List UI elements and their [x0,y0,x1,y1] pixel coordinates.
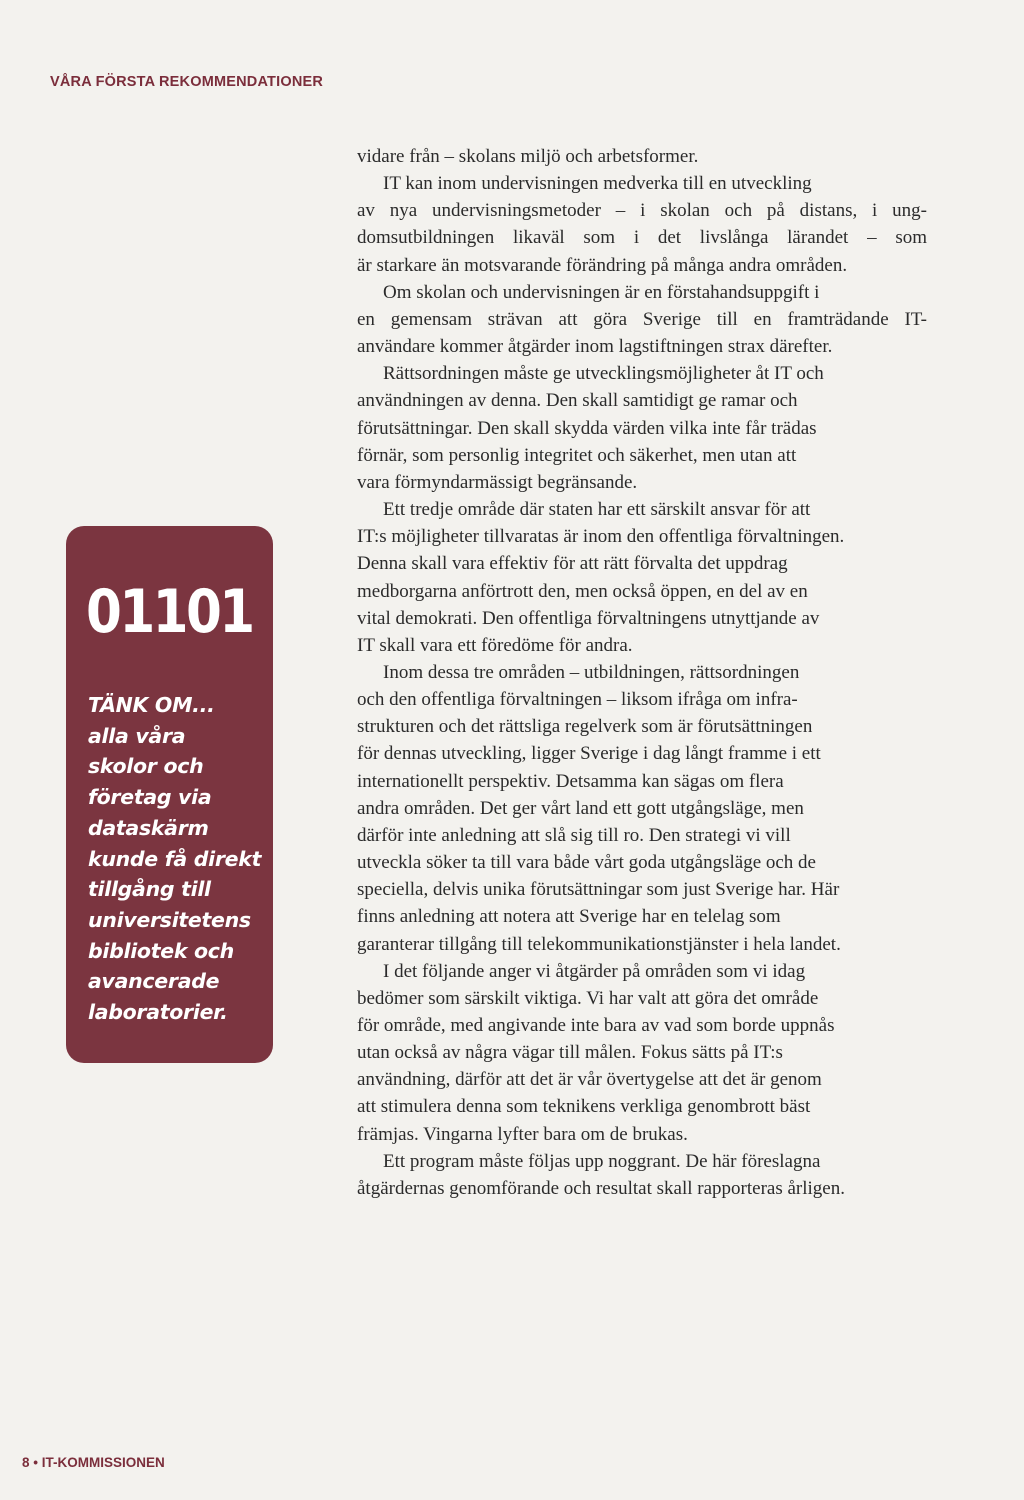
text-line: domsutbildningen likaväl som i det livslånga lärandet – som [357,227,927,249]
paragraph [357,360,927,496]
text-line: Inom dessa tre områden – utbildningen, rättsordningen [383,661,800,683]
callout-line: skolor och [88,754,204,779]
text-line: strukturen och det rättsliga regelverk som är förutsättningen [357,716,813,738]
callout-line: laboratorier. [88,1000,228,1025]
text-line: vital demokrati. Den offentliga förvaltningens utnyttjande av [357,607,820,629]
callout-line: avancerade [88,969,220,994]
callout-box [66,526,273,1063]
callout-line: universitetens [88,907,251,932]
text-line: förutsättningar. Den skall skydda värden vilka inte får trädas [357,417,817,439]
text-line: IT:s möjligheter tillvaratas är inom den offentliga förvaltningen. [357,526,845,548]
text-line: vidare från – skolans miljö och arbetsformer. [357,146,699,167]
text-line: utan också av några vägar till målen. Fokus sätts på IT:s [357,1042,783,1064]
callout-number: 01101 [86,577,253,647]
text-line: bedömer som särskilt viktiga. Vi har valt att göra det område [357,987,819,1009]
callout-line: kunde få direkt [88,846,262,871]
text-line: att stimulera denna som teknikens verkliga genombrott bäst [357,1096,811,1118]
text-line: användning, därför att det är vår övertygelse att det är genom [357,1069,822,1091]
text-line: är starkare än motsvarande förändring på många andra områden. [357,254,848,276]
text-line: av nya undervisningsmetoder – i skolan och på distans, i ung- [357,200,927,222]
callout-line: tillgång till [88,877,211,902]
text-line: Ett program måste följas upp noggrant. De här föreslagna [383,1150,821,1172]
text-line: Ett tredje område där staten har ett särskilt ansvar för att [383,499,811,521]
callout-text [88,690,273,1028]
paragraph [357,143,927,170]
text-line: användningen av denna. Den skall samtidigt ge ramar och [357,390,798,412]
paragraph [357,958,927,1148]
paragraph [357,279,927,360]
callout-line: bibliotek och [88,938,234,963]
text-line: åtgärdernas genomförande och resultat skall rapporteras årligen. [357,1177,845,1199]
callout-line: dataskärm [88,815,209,840]
text-line: vara förmyndarmässigt begränsande. [357,471,638,493]
text-line: användare kommer åtgärder inom lagstiftningen strax därefter. [357,336,833,358]
callout-line: TÄNK OM... [88,693,215,717]
paragraph [357,659,927,958]
text-line: garanterar tillgång till telekommunikationstjänster i hela landet. [357,933,841,955]
paragraph [357,1148,927,1202]
text-line: andra områden. Det ger vårt land ett gott utgångsläge, men [357,797,804,819]
text-line: speciella, delvis unika förutsättningar som just Sverige har. Här [357,879,840,901]
body-text [357,143,927,1202]
callout-line: alla våra [88,723,186,748]
text-line: IT skall vara ett föredöme för andra. [357,634,633,656]
text-line: Denna skall vara effektiv för att rätt förvalta det uppdrag [357,553,788,575]
callout-line: företag via [88,785,212,810]
text-line: främjas. Vingarna lyfter bara om de brukas. [357,1123,688,1145]
running-header: VÅRA FÖRSTA REKOMMENDATIONER [50,74,324,90]
text-line: för dennas utveckling, ligger Sverige i dag långt framme i ett [357,743,821,765]
text-line: utveckla söker ta till vara både vårt goda utgångsläge och de [357,852,816,874]
text-line: I det följande anger vi åtgärder på områden som vi idag [383,960,806,982]
text-line: Om skolan och undervisningen är en förstahandsuppgift i [383,281,820,303]
text-line: IT kan inom undervisningen medverka till en utveckling [383,173,812,195]
text-line: för område, med angivande inte bara av vad som borde uppnås [357,1015,835,1036]
paragraph [357,496,927,659]
paragraph [357,170,927,279]
text-line: därför inte anledning att slå sig till ro. Den strategi vi vill [357,824,791,846]
text-line: medborgarna anförtrott den, men också öppen, en del av en [357,580,808,602]
text-line: förnär, som personlig integritet och säkerhet, men utan att [357,444,797,466]
text-line: finns anledning att notera att Sverige har en telelag som [357,906,781,928]
text-line: och den offentliga förvaltningen – liksom ifråga om infra- [357,689,798,711]
text-line: en gemensam strävan att göra Sverige till en framträdande IT- [357,308,927,330]
text-line: Rättsordningen måste ge utvecklingsmöjligheter åt IT och [383,363,824,385]
page-footer: 8 • IT-KOMMISSIONEN [22,1455,165,1470]
text-line: internationellt perspektiv. Detsamma kan sägas om flera [357,770,784,792]
